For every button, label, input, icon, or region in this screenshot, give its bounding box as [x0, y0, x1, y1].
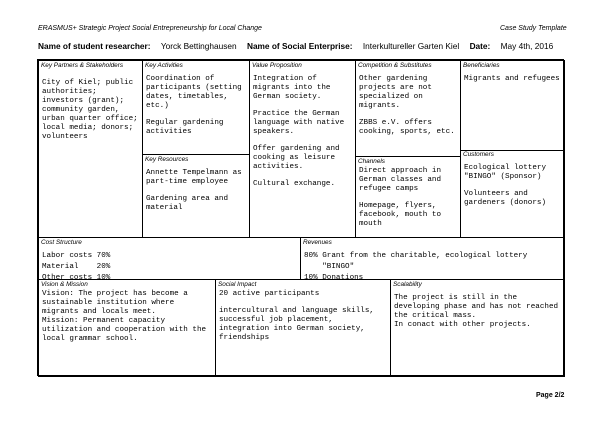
researcher-value: Yorck Bettinghausen [160, 41, 237, 51]
cost-structure-cell [38, 237, 301, 280]
key-activities-title: Key Activities [145, 62, 183, 69]
channels-item-2: Homepage, flyers, facebook, mouth to mouth [359, 202, 446, 228]
key-resources-cell [142, 154, 250, 238]
cost-line-1: Labor costs 70% [42, 252, 111, 260]
key-partners-title: Key Partners & Stakeholders [41, 62, 124, 69]
key-activities-cell [142, 60, 250, 155]
page-number: Page 2/2 [536, 392, 565, 399]
key-activities-item-1: Coordination of participants (setting dates, timetables, etc.) [146, 75, 247, 110]
key-resources-item-2: Gardening area and material [146, 195, 233, 212]
enterprise-value: Interkultureller Garten Kiel [362, 41, 460, 51]
vision-mission-text: Vision: The project has become a sustainable institution where migrants and locals meet. Mission: Permanent capacity utilization and cooperation with the local grammar school. [42, 290, 207, 343]
revenue-line-1: 80% Grant from the charitable, ecological lottery [304, 252, 528, 260]
social-impact-item-2: intercultural and language skills, successful job placement, integration into German society, friendships [219, 307, 379, 342]
social-impact-title: Social Impact [218, 281, 257, 288]
competition-item-1: Other gardening projects are not specialized on migrants. [359, 75, 437, 110]
scalability-cell [390, 279, 565, 377]
competition-cell [355, 60, 461, 157]
value-proposition-item-2: Practice the German language with native speakers. [253, 110, 349, 136]
beneficiaries-cell [460, 60, 565, 151]
value-proposition-item-1: Integration of migrants into the German society. [253, 75, 336, 101]
customers-item-1: Ecological lottery "BINGO" (Sponsor) [464, 164, 551, 181]
revenue-line-2: "BINGO" [304, 263, 355, 271]
key-partners-cell [38, 60, 143, 238]
value-proposition-cell [249, 60, 356, 238]
value-proposition-item-4: Cultural exchange. [253, 180, 336, 188]
template-label: Case Study Template [500, 25, 567, 32]
customers-item-2: Volunteers and gardeners (donors) [464, 190, 547, 207]
date-label: Date: [469, 41, 491, 51]
revenue-line-3: 10% Donations [304, 274, 364, 280]
value-proposition-item-3: Offer gardening and cooking as leisure activities. [253, 145, 345, 171]
competition-item-2: ZBBS e.V. offers cooking, sports, etc. [359, 119, 455, 136]
info-line [38, 41, 553, 51]
beneficiaries-title: Beneficiaries [463, 62, 500, 69]
business-model-canvas [37, 59, 564, 376]
key-resources-item-1: Annette Tempelmann as part-time employee [146, 169, 247, 186]
revenues-cell [300, 237, 565, 280]
vision-mission-title: Vision & Mission [41, 281, 88, 288]
program-title: ERASMUS+ Strategic Project Social Entrepreneurship for Local Change [38, 25, 262, 32]
date-value: May 4th, 2016 [500, 41, 554, 51]
cost-line-3: Other costs 10% [42, 274, 111, 280]
channels-item-1: Direct approach in German classes and refugee camps [359, 167, 446, 193]
vision-mission-cell [38, 279, 216, 377]
key-activities-item-2: Regular gardening activities [146, 119, 229, 136]
key-partners-text: City of Kiel; public authorities; investors (grant); community garden, urban quarter office; local media; donors; volunteers [42, 79, 143, 141]
cost-structure-title: Cost Structure [41, 239, 82, 246]
cost-line-2: Material 20% [42, 263, 111, 271]
enterprise-label: Name of Social Enterprise: [246, 41, 353, 51]
customers-cell [460, 150, 565, 238]
key-resources-title: Key Resources [145, 156, 189, 163]
researcher-label: Name of student researcher: [38, 41, 151, 51]
channels-cell [355, 156, 461, 238]
value-proposition-title: Value Proposition [252, 62, 302, 69]
scalability-title: Scalability [393, 281, 422, 288]
customers-title: Customers [463, 151, 494, 158]
competition-title: Competition & Substitutes [358, 62, 432, 69]
beneficiaries-text: Migrants and refugees [464, 75, 560, 83]
channels-title: Channels [358, 158, 386, 165]
social-impact-cell [215, 279, 391, 377]
social-impact-item-1: 20 active participants [219, 290, 320, 298]
scalability-text: The project is still in the developing phase and has not reached the critical mass. In conact with other projects. [394, 294, 559, 329]
revenues-title: Revenues [303, 239, 332, 246]
